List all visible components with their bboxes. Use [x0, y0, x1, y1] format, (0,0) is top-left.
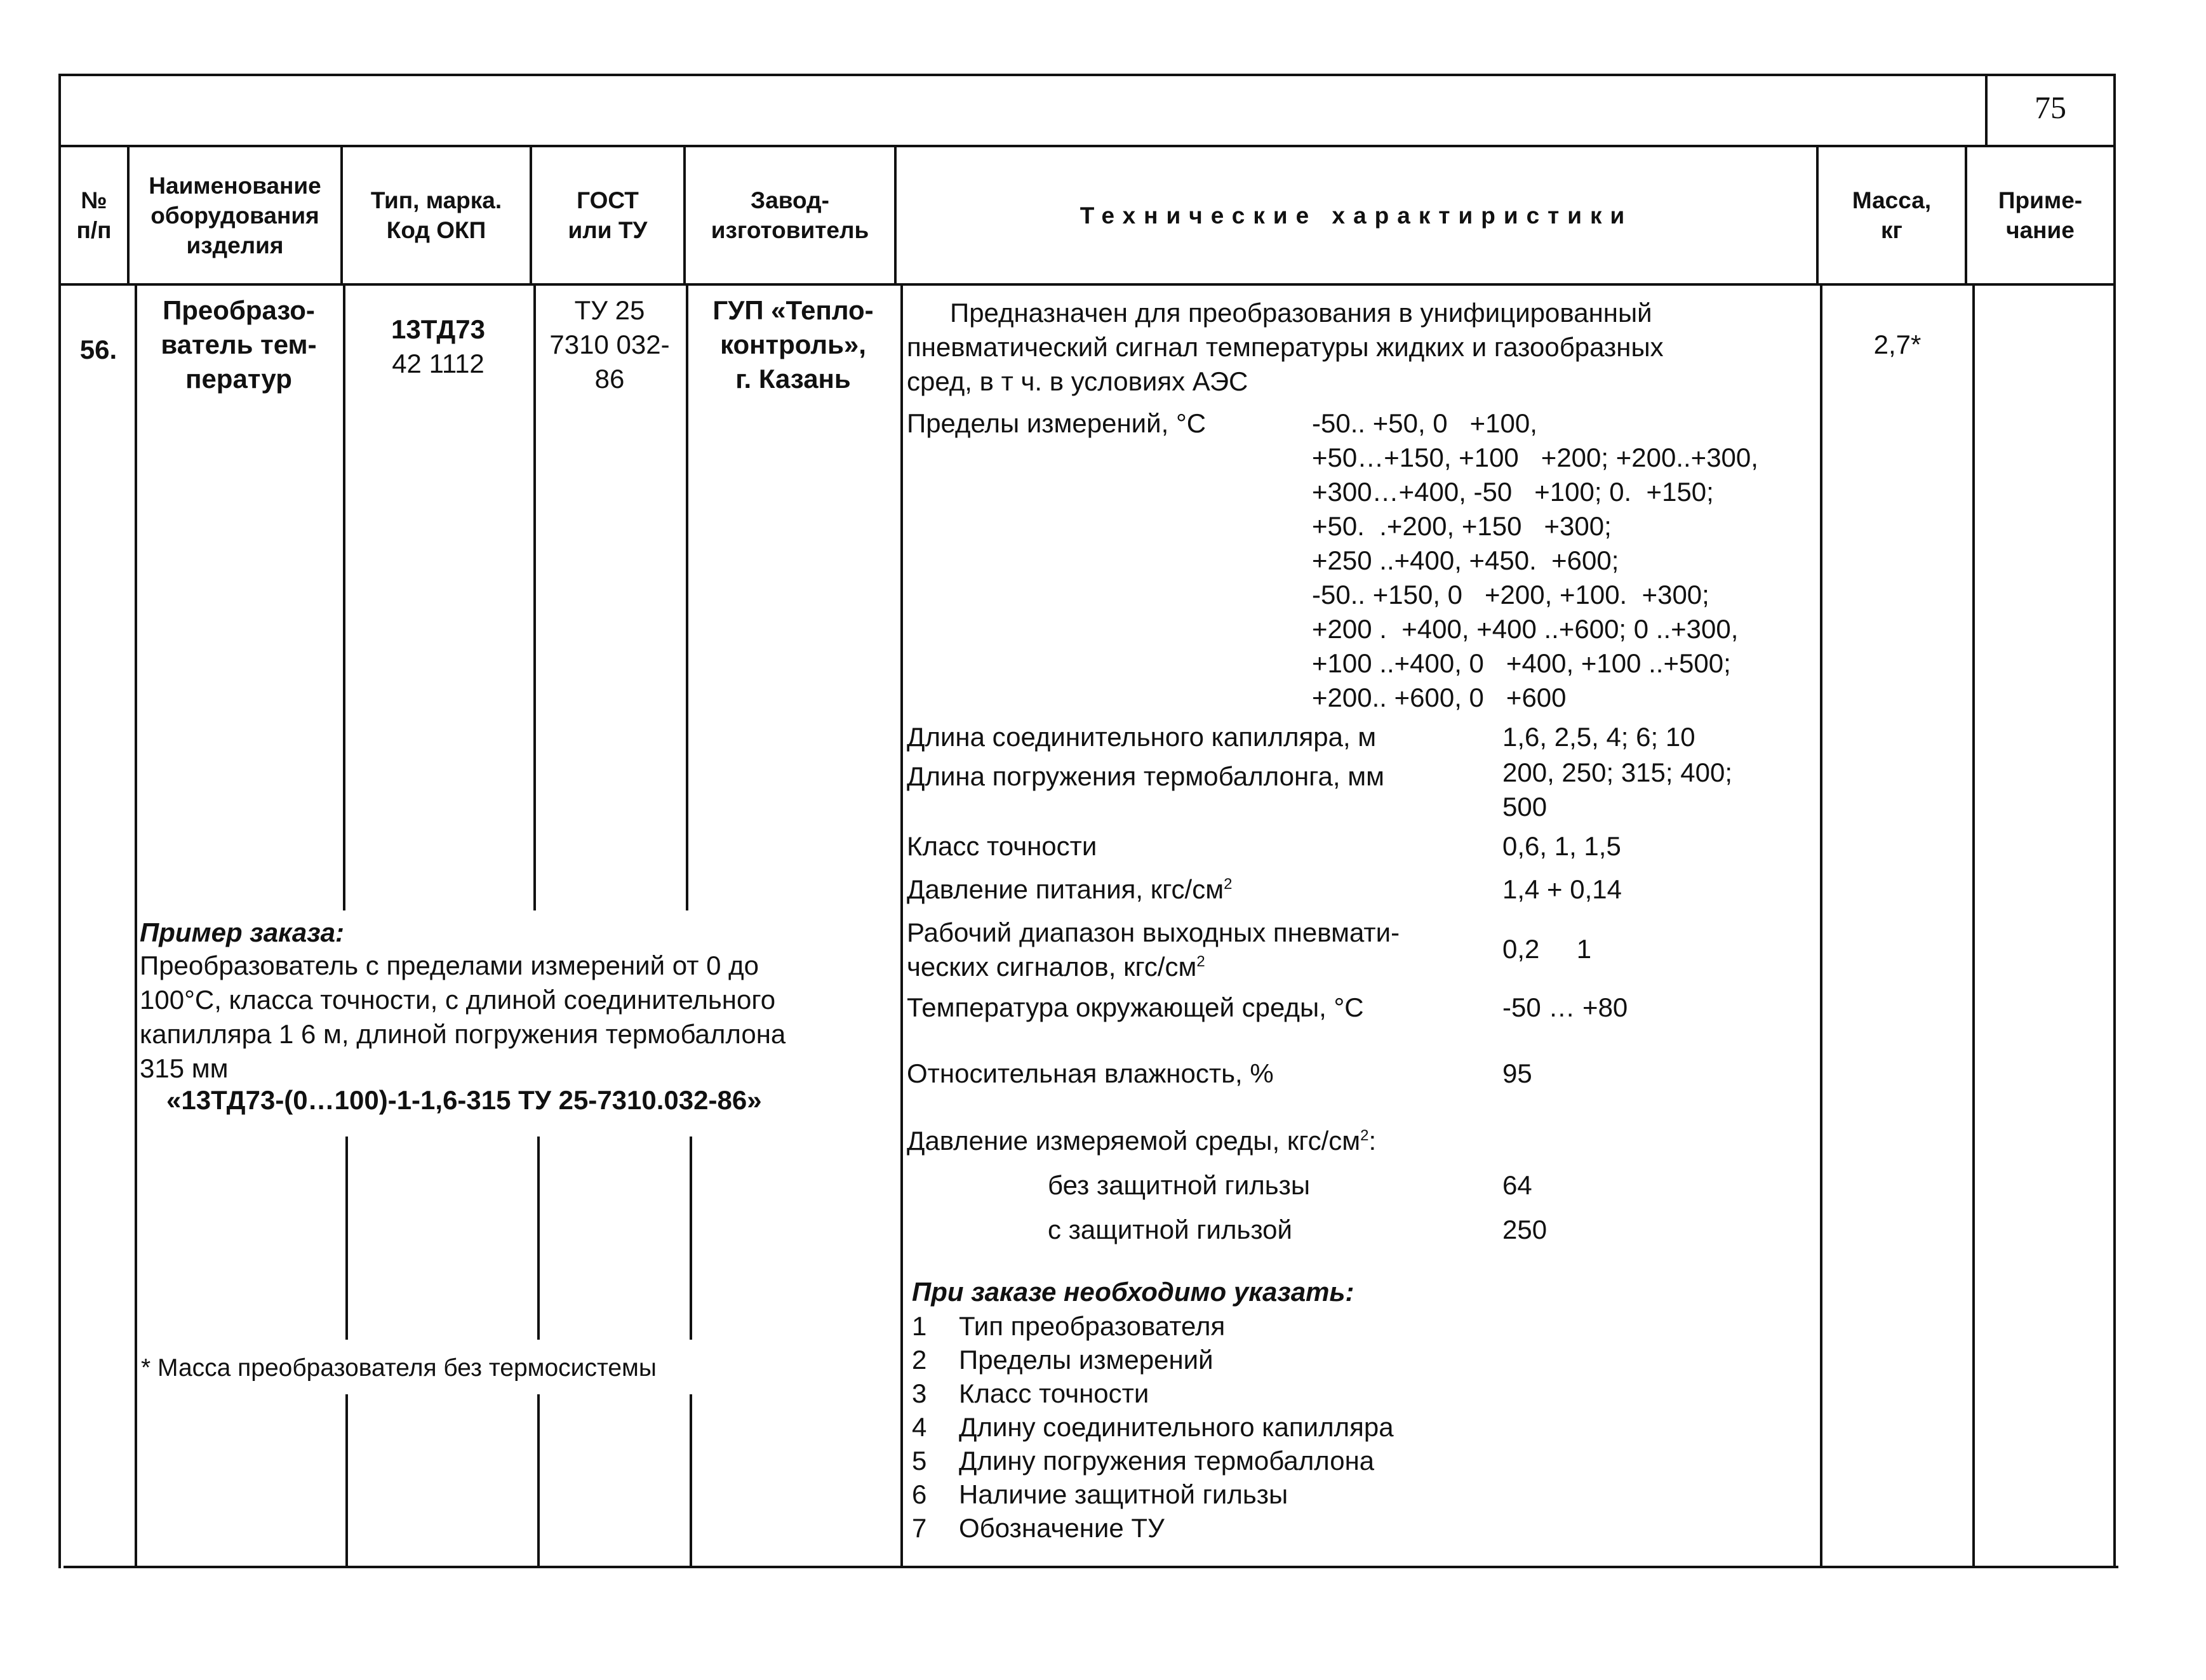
header-gost-label: ГОСТ или ТУ: [568, 187, 648, 243]
spec-name-text: без защитной гильзы: [1048, 1170, 1311, 1200]
row-name: Преобразо- ватель тем- ператур: [161, 295, 317, 394]
spec-name-text: Температура окружающей среды, °С: [907, 992, 1364, 1022]
tech-description: Предназначен для преобразования в унифицированный пневматический сигнал температуры жидких и газообразных сред, в т ч. в условиях АЭС: [907, 298, 1664, 396]
spec-name: [907, 1057, 1274, 1091]
col-sep-gost-lower: [690, 1394, 692, 1566]
spec-name-text: Давление измеряемой среды, кгс/см: [907, 1126, 1361, 1156]
spec-name-text: Длина погружения термобаллонга, мм: [907, 761, 1384, 791]
spec-value: -50 … +80: [1502, 992, 1628, 1022]
order-note-title: При заказе необходимо указать:: [912, 1277, 1354, 1307]
example-code: «13ТД73-(0…100)-1-1,6-315 ТУ 25-7310.032-86»: [166, 1085, 762, 1115]
spec-name-text: Давление питания, кгс/см: [907, 874, 1224, 904]
spec-name: [907, 990, 1364, 1025]
col-sep-type-lower: [537, 1394, 540, 1566]
header-num-label: № п/п: [76, 187, 112, 243]
row-type-mark: 13ТД73: [391, 314, 485, 344]
col-sep-note-body: [1972, 283, 1975, 1568]
spec-name: [907, 829, 1097, 863]
spec-value: 95: [1502, 1058, 1532, 1088]
spec-value: 250: [1502, 1215, 1548, 1244]
ranges-value: -50.. +50, 0 +100, +50…+150, +100 +200; +200..+300, +300…+400, -50 +100; 0. +150; +50. .+200, +150 +300; +250 ..+400, +450. +600; -50.. +150, 0 +200, +100. +300; +200 . +400, +400 ..+600; 0 ..+300, +100 ..+400, 0 +400, +100 ..+500; +200.. +600, 0 +600: [1312, 408, 1758, 712]
footnote: * Масса преобразователя без термосистемы: [141, 1354, 657, 1382]
spec-name: [907, 720, 1376, 754]
header-maker: [686, 147, 894, 283]
spec-name: [1048, 1213, 1292, 1247]
col-sep-num-body: [135, 283, 137, 1568]
spec-name-sup: 2: [1196, 953, 1205, 970]
header-type-label: Тип, марка. Код ОКП: [370, 187, 502, 243]
header-name-label: Наименование оборудования изделия: [149, 172, 321, 258]
col-sep-mass-body: [1820, 283, 1822, 1568]
order-item-number: 7: [912, 1513, 927, 1543]
row-okp-code: 42 1112: [392, 349, 485, 378]
col-sep-name-lower: [345, 1394, 348, 1566]
spec-name-text: Рабочий диапазон выходных пневмати- ческих сигналов, кгс/см: [907, 917, 1400, 982]
row-number: 56.: [79, 335, 117, 364]
order-item-text: Пределы измерений: [959, 1345, 1213, 1375]
table-right-border: [2113, 74, 2116, 1568]
col-sep-name-mid: [345, 1137, 348, 1340]
col-sep-gost-mid: [690, 1137, 692, 1340]
header-maker-label: Завод- изготовитель: [711, 187, 869, 243]
order-item-number: 5: [912, 1446, 927, 1476]
spec-name-sup: 2: [1224, 876, 1233, 893]
header-type: [343, 147, 530, 283]
spec-name-text: Длина соединительного капилляра, м: [907, 722, 1377, 752]
spec-value: 1,4 + 0,14: [1502, 874, 1622, 904]
header-mass: [1819, 147, 1965, 283]
order-item-text: Длину соединительного капилляра: [959, 1412, 1394, 1442]
row-gost: ТУ 25 7310 032- 86: [549, 295, 670, 394]
example-title: Пример заказа:: [140, 917, 344, 947]
spec-value: 1,6, 2,5, 4; 6; 10: [1502, 722, 1695, 752]
spec-value: 0,6, 1, 1,5: [1502, 831, 1621, 861]
order-item-text: Класс точности: [959, 1378, 1149, 1408]
ranges-label: Пределы измерений, °С: [907, 408, 1207, 438]
order-item-number: 4: [912, 1412, 927, 1442]
header-gost: [532, 147, 683, 283]
order-item-number: 2: [912, 1345, 927, 1375]
spec-name-text: с защитной гильзой: [1048, 1215, 1292, 1244]
header-tech-label: Технические характиристики: [1080, 202, 1633, 229]
col-sep-type-mid: [537, 1137, 540, 1340]
order-item-text: Обозначение ТУ: [959, 1513, 1165, 1543]
table-left-border: [58, 74, 61, 1568]
header-note-label: Приме- чание: [1998, 187, 2083, 243]
spec-value: 0,2 1: [1502, 934, 1592, 964]
spec-name-tail: :: [1368, 1126, 1377, 1156]
header-tech: [897, 147, 1816, 283]
header-num: [61, 147, 127, 283]
order-item-text: Наличие защитной гильзы: [959, 1479, 1288, 1509]
row-mass: 2,7*: [1873, 330, 1922, 359]
spec-name: [907, 872, 1232, 907]
order-item-number: 1: [912, 1311, 927, 1341]
header-mass-label: Масса, кг: [1852, 187, 1932, 243]
spec-name-sup: 2: [1360, 1127, 1369, 1144]
spec-value: 200, 250; 315; 400; 500: [1502, 757, 1732, 822]
spec-name-text: Класс точности: [907, 831, 1097, 861]
header-name: [130, 147, 340, 283]
row-maker: ГУП «Тепло- контроль», г. Казань: [712, 295, 874, 394]
page-number: 75: [2035, 90, 2066, 125]
header-note: [1967, 147, 2113, 283]
example-text: Преобразователь с пределами измерений от 0 до 100°С, класса точности, с длиной соединительного капилляра 1 6 м, длиной погружения термобаллона 315 мм: [140, 950, 786, 1083]
spec-name: [907, 1124, 1376, 1158]
spec-name: [1048, 1168, 1310, 1203]
order-item-number: 6: [912, 1479, 927, 1509]
spec-value: 64: [1502, 1170, 1532, 1200]
spec-name: [907, 759, 1384, 794]
table-top-border: [58, 74, 2116, 76]
order-item-text: Тип преобразователя: [959, 1311, 1226, 1341]
spec-name: [907, 916, 1400, 984]
table-bottom-border: [64, 1566, 2118, 1568]
header-bottom-border: [58, 283, 2116, 286]
spec-name-text: Относительная влажность, %: [907, 1058, 1274, 1088]
order-item-text: Длину погружения термобаллона: [959, 1446, 1375, 1476]
col-sep-tech-body: [900, 283, 903, 1568]
order-item-number: 3: [912, 1378, 927, 1408]
